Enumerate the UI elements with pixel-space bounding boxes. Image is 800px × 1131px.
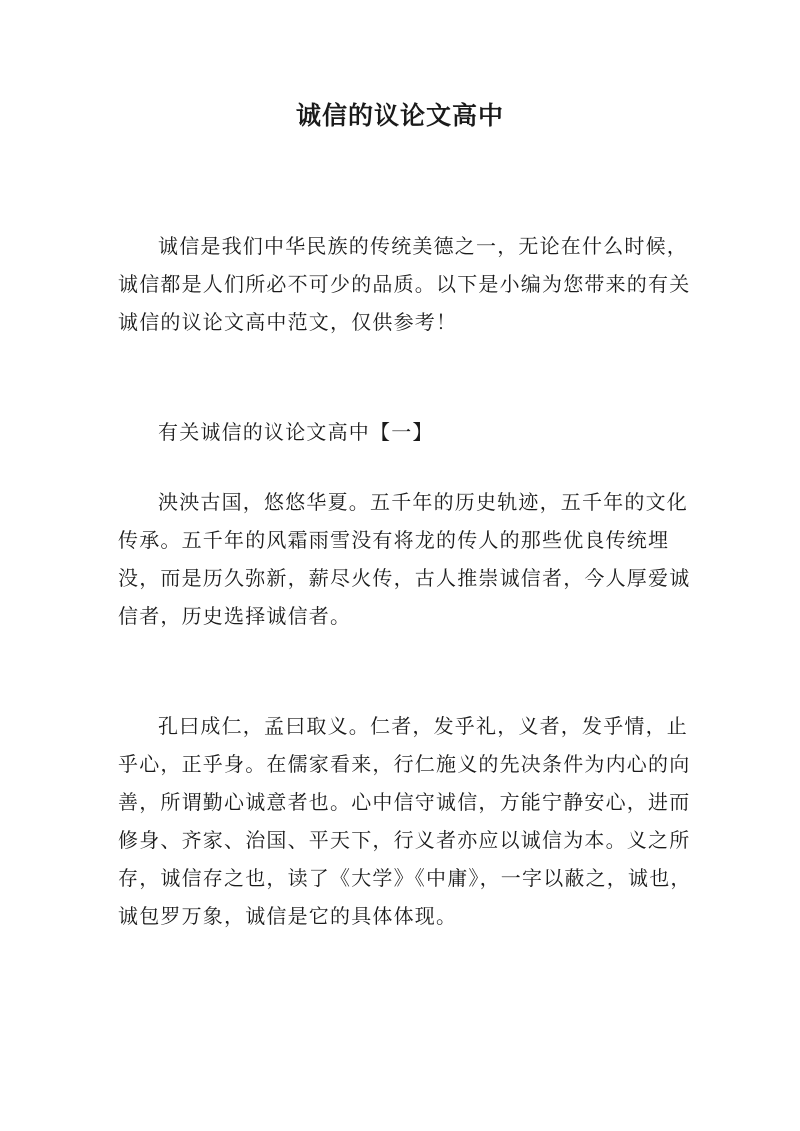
document-title: 诚信的议论文高中 [295, 101, 504, 130]
body-paragraph-2: 孔曰成仁，孟曰取义。仁者，发乎礼，义者，发乎情，止乎心，正乎身。在儒家看来，行仁施义的先决条件为内心的向善，所谓勤心诚意者也。心中信守诚信，方能宁静安心，进而修身、齐家、治国、平天下，行义者亦应以诚信为本。义之所存，诚信存之也，读了《大学》《中庸》，一字以蔽之，诚也，诚包罗万象，诚信是它的具体体现。 [118, 714, 692, 928]
body-paragraph-1: 泱泱古国，悠悠华夏。五千年的历史轨迹，五千年的文化传承。五千年的风霜雨雪没有将龙的传人的那些优良传统埋没，而是历久弥新，薪尽火传，古人推崇诚信者，今人厚爱诚信者，历史选择诚信者。 [118, 490, 691, 628]
section-heading: 有关诚信的议论文高中【一】 [158, 420, 434, 444]
intro-paragraph: 诚信是我们中华民族的传统美德之一，无论在什么时候，诚信都是人们所必不可少的品质。以下是小编为您带来的有关诚信的议论文高中范文，仅供参考！ [118, 234, 691, 334]
